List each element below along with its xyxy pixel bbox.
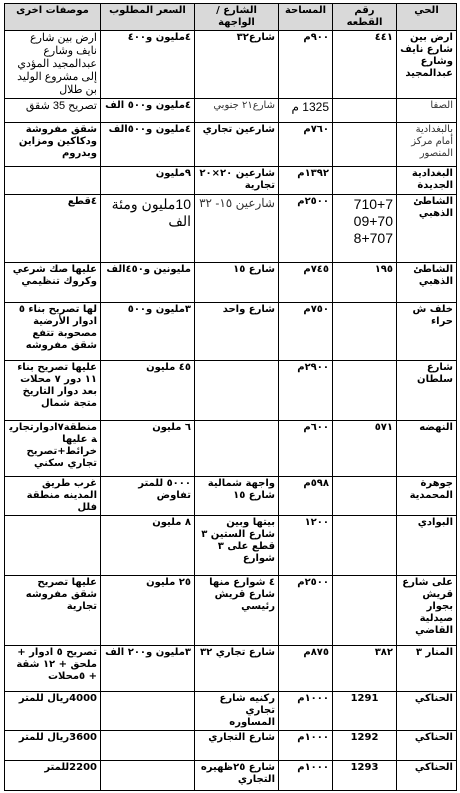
cell-notes: 3600ريال للمتر xyxy=(5,731,101,761)
cell-street: شارعين ١٥- ٣٢ xyxy=(195,195,279,263)
cell-plot: ١٩٥ xyxy=(333,263,397,303)
cell-plot: 1291 xyxy=(333,692,397,731)
header-plot: رقم القطعه xyxy=(333,4,397,31)
table-row xyxy=(5,195,457,263)
cell-area: ١٠٠٠م xyxy=(279,761,333,791)
cell-area: ١٠٠٠م xyxy=(279,692,333,731)
cell-street xyxy=(195,421,279,477)
cell-plot xyxy=(333,477,397,516)
land-listings-table xyxy=(4,3,457,791)
cell-street: شارع تجاري ٣٢ xyxy=(195,646,279,692)
cell-plot xyxy=(333,576,397,646)
cell-plot xyxy=(333,303,397,361)
cell-street: شارع ١٥ xyxy=(195,263,279,303)
cell-notes: تصريح 35 شقق xyxy=(5,99,101,123)
table-row xyxy=(5,361,457,421)
cell-price: ٥٠٠٠ للمتر تفاوض xyxy=(101,477,195,516)
cell-street: شارعين تجاري xyxy=(195,123,279,167)
cell-district: الشاطئ الذهبي xyxy=(397,263,457,303)
cell-district: الحناكي xyxy=(397,692,457,731)
cell-district: البغدادية الجديدة xyxy=(397,167,457,195)
cell-district: النهضه xyxy=(397,421,457,477)
cell-street: ٤ شوارع منها شارع قريش رئيسي xyxy=(195,576,279,646)
cell-district: خلف ش حراء xyxy=(397,303,457,361)
cell-price: ٤مليون و٤٠٠ xyxy=(101,31,195,99)
cell-notes xyxy=(5,516,101,576)
cell-plot: 1293 xyxy=(333,761,397,791)
table-row xyxy=(5,421,457,477)
table-row xyxy=(5,263,457,303)
listings-sheet xyxy=(4,3,456,790)
cell-district: البوادي xyxy=(397,516,457,576)
cell-notes: غرب طريق المدينه منطقة فلل xyxy=(5,477,101,516)
cell-district: الحناكي xyxy=(397,761,457,791)
cell-area: ٧٥٠م xyxy=(279,303,333,361)
table-row xyxy=(5,99,457,123)
cell-area: ١٣٩٢م xyxy=(279,167,333,195)
header-area: المساحة xyxy=(279,4,333,31)
cell-district: ارض بين شارع نايف وشارع عبدالمجيد xyxy=(397,31,457,99)
table-row xyxy=(5,576,457,646)
header-district: الحي xyxy=(397,4,457,31)
cell-price: مليونين و٤٥٠الف xyxy=(101,263,195,303)
cell-price: ٣مليون و٢٠٠ الف xyxy=(101,646,195,692)
table-row xyxy=(5,123,457,167)
cell-plot: 1292 xyxy=(333,731,397,761)
cell-street: شارع٣٢ xyxy=(195,31,279,99)
cell-area: ٢٩٠٠م xyxy=(279,361,333,421)
cell-notes: 2200للمتر xyxy=(5,761,101,791)
header-row xyxy=(5,4,457,31)
cell-street xyxy=(195,361,279,421)
cell-notes: شقق مفروشة ودكاكين ومزاين وبدروم xyxy=(5,123,101,167)
cell-price: ٣مليون و٥٠٠ xyxy=(101,303,195,361)
table-row xyxy=(5,31,457,99)
cell-plot: 710+7 09+70 8+707 xyxy=(333,195,397,263)
table-row xyxy=(5,731,457,761)
cell-plot: ٥٧١ xyxy=(333,421,397,477)
cell-plot xyxy=(333,123,397,167)
cell-area: ٧٤٥م xyxy=(279,263,333,303)
cell-price: 10مليون ومئة الف xyxy=(101,195,195,263)
cell-plot: ٣٨٢ xyxy=(333,646,397,692)
cell-notes: عليها تصريح شقق مفروشه تجارية xyxy=(5,576,101,646)
cell-plot: ٤٤١ xyxy=(333,31,397,99)
cell-district: الصفا xyxy=(397,99,457,123)
cell-price xyxy=(101,692,195,731)
cell-district: على شارع قريش بجوار صيدلية القاضي xyxy=(397,576,457,646)
cell-price xyxy=(101,731,195,761)
cell-street: شارع ٢٥ظهيره التجاري xyxy=(195,761,279,791)
cell-notes: لها تصريح بناء ٥ ادوار الأرضية مصحوبة تتفع شقق مفروشه xyxy=(5,303,101,361)
cell-price: ٤٥ مليون xyxy=(101,361,195,421)
cell-plot xyxy=(333,167,397,195)
cell-notes: عليها صك شرعي وكروك تنظيمي xyxy=(5,263,101,303)
cell-district: بالبغدادية أمام مركز المنصور xyxy=(397,123,457,167)
cell-notes: ارض بين شارع نايف وشارع عبدالمجيد المؤدي إلى مشروع الوليد بن طلال xyxy=(5,31,101,99)
cell-district: المنار ٣ xyxy=(397,646,457,692)
cell-area: ٧٦٠م xyxy=(279,123,333,167)
cell-area: ١٠٠٠م xyxy=(279,731,333,761)
cell-plot xyxy=(333,361,397,421)
cell-area: ٢٥٠٠م xyxy=(279,576,333,646)
cell-notes xyxy=(5,167,101,195)
cell-price xyxy=(101,761,195,791)
cell-street: واجهة شمالية شارع ١٥ xyxy=(195,477,279,516)
table-row xyxy=(5,761,457,791)
table-row xyxy=(5,303,457,361)
cell-notes: تصريح ٥ ادوار + ملحق + ١٢ شقة + ٥محلات xyxy=(5,646,101,692)
cell-street: ركنيه شارع تجاري المساوره xyxy=(195,692,279,731)
header-notes: موصفات اخرى xyxy=(5,4,101,31)
cell-street: شارع واحد xyxy=(195,303,279,361)
cell-district: جوهرة المحمدية xyxy=(397,477,457,516)
cell-district: الحناكي xyxy=(397,731,457,761)
cell-price: ٤مليون و٥٠٠الف xyxy=(101,123,195,167)
cell-area: ٢٥٠٠م xyxy=(279,195,333,263)
cell-district: الشاطئ الذهبي xyxy=(397,195,457,263)
table-row xyxy=(5,692,457,731)
header-street: الشارع / الواجهة xyxy=(195,4,279,31)
cell-street: بيتها وبين شارع الستين ٣ قطع على ٣ شوارع xyxy=(195,516,279,576)
cell-notes: 4000ريال للمتر xyxy=(5,692,101,731)
cell-area: ١٢٠٠ xyxy=(279,516,333,576)
cell-price: ٦ مليون xyxy=(101,421,195,477)
table-row xyxy=(5,646,457,692)
cell-price: ٤مليون و٥٠٠ الف xyxy=(101,99,195,123)
table-row xyxy=(5,477,457,516)
cell-street: شارعين ٢٠×٢٠ تجارية xyxy=(195,167,279,195)
cell-area: 1325 م xyxy=(279,99,333,123)
cell-price: ٨ مليون xyxy=(101,516,195,576)
cell-price: ٩مليون xyxy=(101,167,195,195)
cell-notes: ٤قطع xyxy=(5,195,101,263)
header-price: السعر المطلوب xyxy=(101,4,195,31)
cell-notes: عليها تصريح بناء ١١ دور ٧ محلات بعد دوار التاريخ متجة شمال xyxy=(5,361,101,421)
cell-notes: منطقة٧ادوارتجارية عليها خرائط+تصريح تجاري سكني xyxy=(5,421,101,477)
cell-area: ٦٠٠م xyxy=(279,421,333,477)
cell-area: ٩٠٠م xyxy=(279,31,333,99)
cell-area: ٨٧٥م xyxy=(279,646,333,692)
cell-plot xyxy=(333,516,397,576)
table-row xyxy=(5,516,457,576)
cell-price: ٢٥ مليون xyxy=(101,576,195,646)
cell-street: شارع٢١ جنوبي xyxy=(195,99,279,123)
table-row xyxy=(5,167,457,195)
cell-area: ٥٩٨م xyxy=(279,477,333,516)
cell-plot xyxy=(333,99,397,123)
cell-district: شارع سلطان xyxy=(397,361,457,421)
cell-street: شارع التجاري xyxy=(195,731,279,761)
